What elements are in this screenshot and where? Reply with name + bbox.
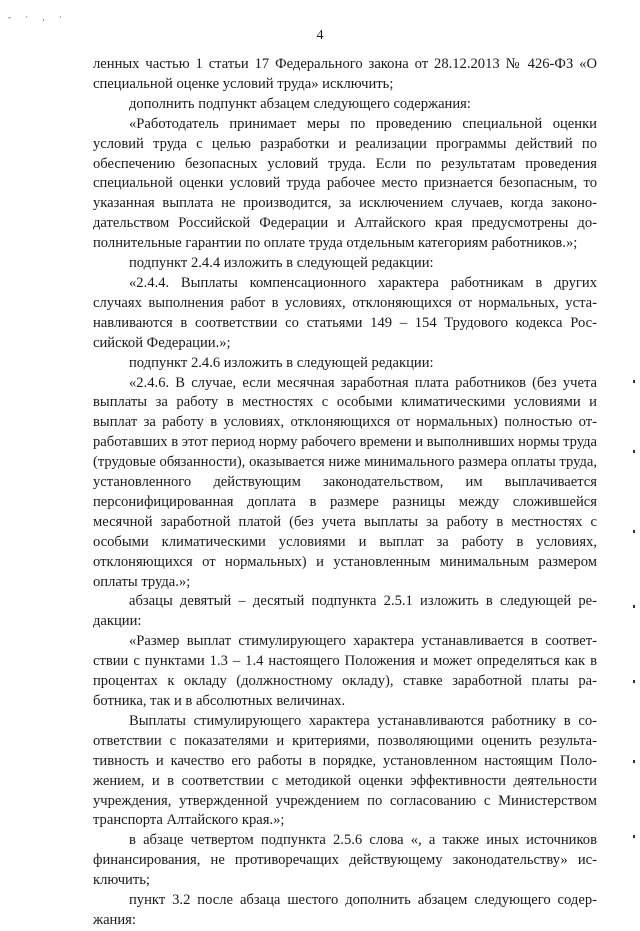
paragraph-continuation: ленных частью 1 статьи 17 Федерального закона от 28.12.2013 № 426-ФЗ «О специальной оценке условий труда» исключить; [93,56,597,92]
scan-edge-marks [633,380,637,880]
paragraph-instruction-3-2: пункт 3.2 после абзаца шестого дополнить абзацем следующего содержания: [93,892,597,928]
page-number: 4 [316,28,324,43]
paragraph-quote-2-4-4: «2.4.4. Выплаты компенсационного характера работникам в других случаях выполнения работ в условиях, отклоняющихся от нормальных, устанавливаются в соответствии со статьями 149 – 154 Трудового кодекса Российской Федерации.»; [93,274,597,351]
document-body [93,55,597,931]
paragraph-instruction-2-4-4: подпункт 2.4.4 изложить в следующей редакции: [129,255,434,272]
paragraph-instruction-2-5-1: абзацы девятый – десятый подпункта 2.5.1 изложить в следующей редакции: [93,593,597,630]
paragraph-instruction-add-subparagraph: дополнить подпункт абзацем следующего содержания: [129,95,471,112]
scan-marks: - · , · [8,12,68,22]
paragraph-quote-2-4-6: «2.4.6. В случае, если месячная заработная плата работников (без учета выплаты за работу в местностях с особыми климатическими условиями и выплат за работу в условиях, отклоняющихся от нормальных) полностью отработавших в этот период норму рабочего времени и выполнивших нормы труда (трудовые обязанности), оказывается ниже минимального размера оплаты труда, установленного действующим законодательством, им выплачивается персонифицированная доплата в размере разницы между сложившейся месячной заработной платой (без учета выплаты за работу в местностях с особыми климатическими условиями и выплат за работу в условиях, отклоняющихся от нормальных) и установленным минимальным размером оплаты труда.»; [93,374,597,590]
paragraph-quote-employer-measures: «Работодатель принимает меры по проведению специальной оценки условий труда с целью разработки и реализации программы действий по обеспечению безопасных условий труда. Если по результатам проведения специальной оценки условий труда рабочее место признается безопасным, то указанная выплата не производится, за исключением случаев, когда законодательством Российской Федерации и Алтайского края предусмотрены дополнительные гарантии по оплате труда отдельным категориям работников.»; [93,115,597,252]
paragraph-quote-incentive-size: «Размер выплат стимулирующего характера устанавливается в соответствии с пунктами 1.3 – 1.4 настоящего Положения и может определяться как в процентах к окладу (должностному окладу), ставке заработной платы работника, так и в абсолютных величинах. [93,633,597,709]
paragraph-quote-incentive-payments: Выплаты стимулирующего характера устанавливаются работнику в соответствии с показателями и критериями, позволяющими оценить результативность и качество его работы в порядке, установленном настоящим Положением, и в соответствии с методикой оценки эффективности деятельности учреждения, утвержденной учреждением по согласованию с Министерством транспорта Алтайского края.»; [93,712,597,829]
paragraph-instruction-2-4-6: подпункт 2.4.6 изложить в следующей редакции: [129,354,434,371]
paragraph-instruction-2-5-6: в абзаце четвертом подпункта 2.5.6 слова «, а также иных источников финансирования, не противоречащих действующему законодательству» исключить; [93,832,597,889]
